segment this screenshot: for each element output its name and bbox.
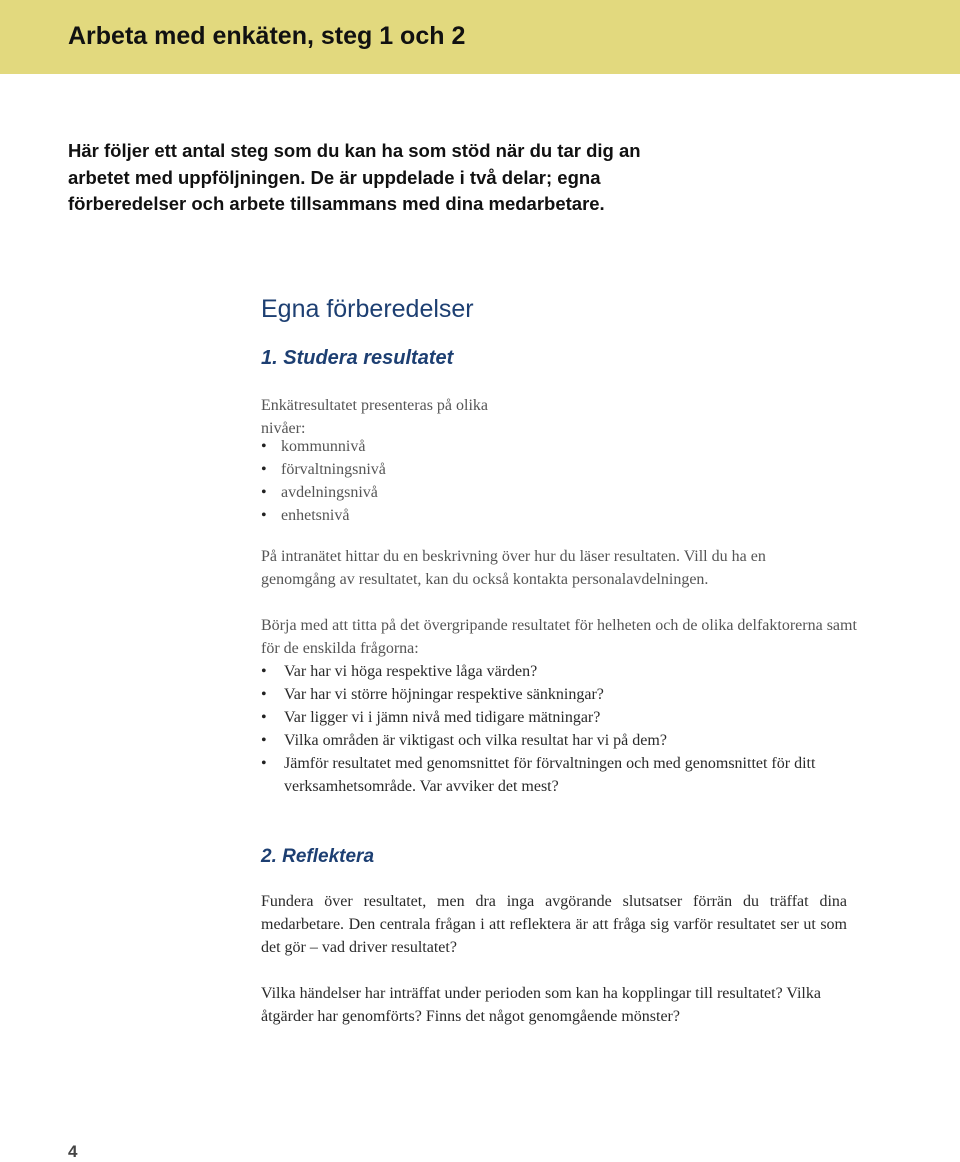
- list-item: • Vilka områden är viktigast och vilka resultat har vi på dem?: [261, 729, 871, 752]
- levels-list: [261, 435, 386, 527]
- list-item: • avdelningsnivå: [261, 481, 386, 504]
- intro-paragraph: Här följer ett antal steg som du kan ha som stöd när du tar dig an arbetet med uppföljningen. De är uppdelade i två delar; egna förberedelser och arbete tillsammans med dina medarbetare.: [68, 140, 641, 214]
- list-item: • Jämför resultatet med genomsnittet för förvaltningen och med genomsnittet för ditt verksamhetsområde. Var avviker det mest?: [261, 752, 871, 798]
- events-paragraph: Vilka händelser har inträffat under perioden som kan ha kopplingar till resultatet? Vilka åtgärder har genomförts? Finns det något genomgående mönster?: [261, 985, 821, 1025]
- page-number: 4: [68, 1142, 78, 1161]
- start-paragraph: Börja med att titta på det övergripande resultatet för helheten och de olika delfaktorerna samt för de enskilda frågorna:: [261, 617, 857, 657]
- list-item: • kommunnivå: [261, 435, 386, 458]
- step1-heading: 1. Studera resultatet: [261, 347, 454, 369]
- list-item: • förvaltningsnivå: [261, 458, 386, 481]
- list-item: • enhetsnivå: [261, 504, 386, 527]
- questions-list: [261, 660, 871, 798]
- list-item: • Var har vi större höjningar respektive sänkningar?: [261, 683, 871, 706]
- section-heading: Egna förberedelser: [261, 295, 474, 323]
- levels-intro-text: Enkätresultatet presenteras på olika nivåer:: [261, 397, 489, 437]
- header-band: [0, 0, 960, 74]
- step2-heading: 2. Reflektera: [261, 846, 375, 867]
- list-item: • Var ligger vi i jämn nivå med tidigare mätningar?: [261, 706, 871, 729]
- page-title: Arbeta med enkäten, steg 1 och 2: [68, 22, 466, 50]
- reflect-paragraph: Fundera över resultatet, men dra inga avgörande slutsatser förrän du träffat dina medarbetare. Den centrala frågan i att reflektera är att fråga sig varför resultatet ser ut som det gör – vad driver resultatet?: [261, 893, 847, 956]
- intranet-paragraph: På intranätet hittar du en beskrivning över hur du läser resultaten. Vill du ha en genomgång av resultatet, kan du också kontakta personalavdelningen.: [261, 548, 766, 588]
- list-item: • Var har vi höga respektive låga värden?: [261, 660, 871, 683]
